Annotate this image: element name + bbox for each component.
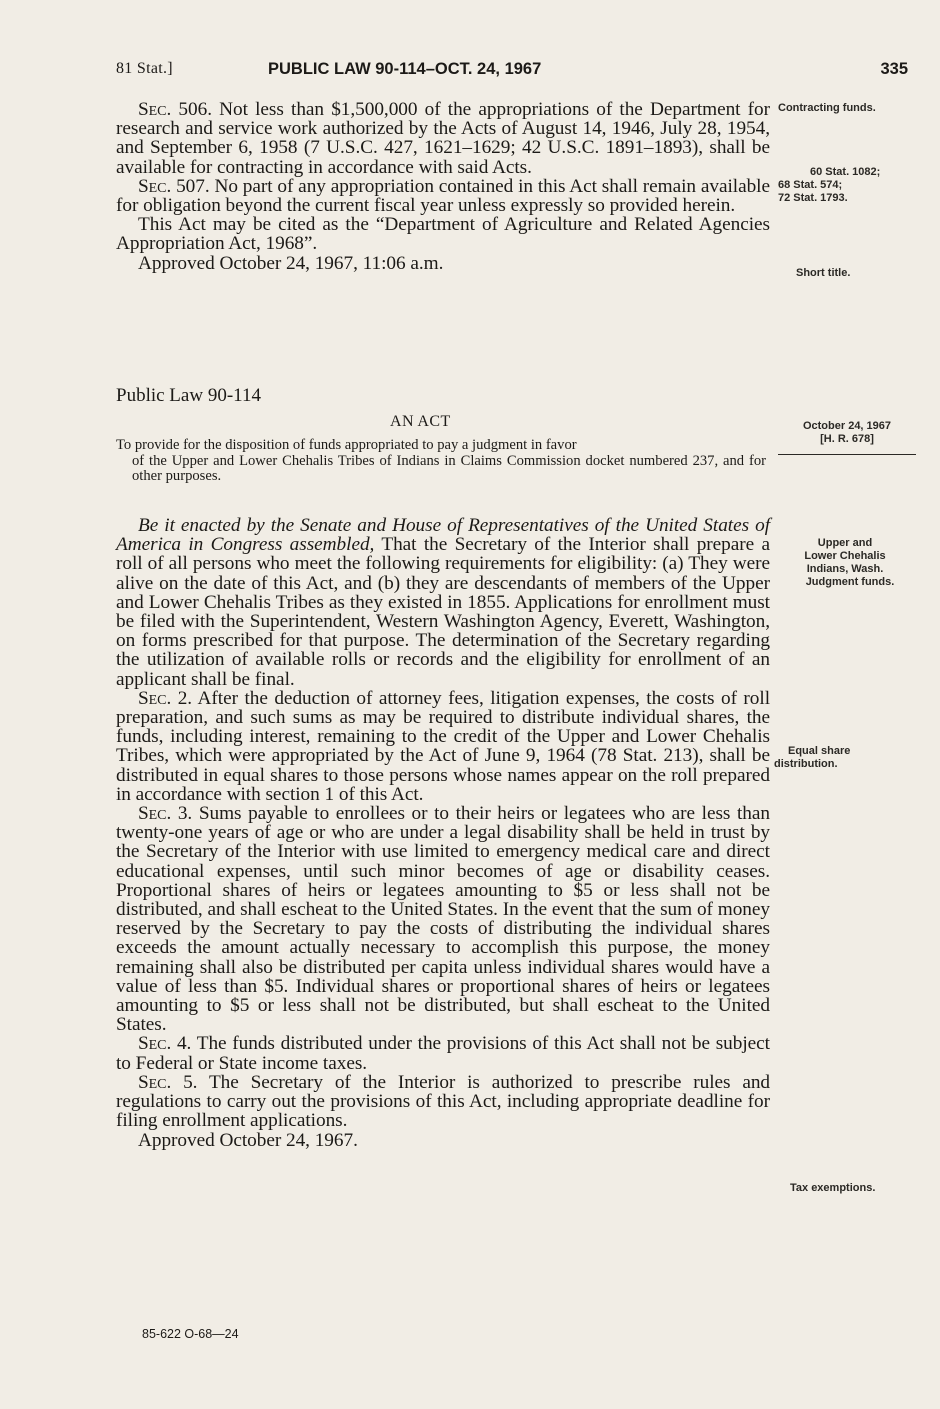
act-purpose — [116, 438, 766, 485]
margin-note-stat-references — [778, 166, 918, 205]
section-3 — [116, 804, 770, 1034]
chehalis-line-3: Indians, Wash. — [806, 563, 884, 575]
section-507 — [116, 177, 770, 215]
public-law-heading: Public Law 90-114 — [116, 385, 261, 406]
chehalis-line-4: Judgment funds. — [805, 576, 895, 588]
act-purpose-line-2: of the Upper and Lower Chehalis Tribes of Indians in Claims Commission docket numbered 237, and for other purposes. — [132, 452, 766, 485]
prior-act-conclusion — [116, 100, 770, 273]
section-5-label: Sec. 5. — [138, 1071, 198, 1093]
section-5 — [116, 1073, 770, 1131]
margin-note-tax-exemptions: Tax exemptions. — [790, 1182, 876, 1194]
equal-share-line-1: Equal share — [788, 745, 851, 757]
stat-ref-1: 60 Stat. 1082; — [810, 166, 881, 178]
an-act-heading: AN ACT — [390, 413, 451, 430]
section-507-label: Sec. 507. — [138, 175, 210, 197]
margin-rule — [778, 454, 916, 455]
section-3-label: Sec. 3. — [138, 803, 193, 825]
enacting-formula: Be it enacted by the Senate and House of Representatives of the United States of America in Congress assembled, — [116, 515, 770, 556]
approval-date: October 24, 1967 — [802, 420, 892, 432]
stat-ref-2: 68 Stat. 574; — [778, 179, 843, 191]
act-purpose-line-1: To provide for the disposition of funds appropriated to pay a judgment in favor — [116, 437, 577, 453]
margin-note-chehalis — [770, 537, 920, 589]
margin-note-date — [778, 420, 916, 446]
margin-note-equal-share — [774, 745, 928, 771]
enacting-clause — [116, 516, 770, 689]
section-2 — [116, 689, 770, 804]
running-header-title: PUBLIC LAW 90-114–OCT. 24, 1967 — [268, 60, 542, 78]
section-1-text: That the Secretary of the Interior shall prepare a roll of all persons who meet the following requirements for eligibility: (a) They were alive on the date of this Act, and (b) they are descendants of members of the Upper and Lower Chehalis Tribes as they existed in 1855. Applications for enrollment must be filed with the Superintendent, Western Washington Agency, Everett, Washington, on forms prescribed for that purpose. The determination of the Secretary regarding the utilization of available rolls or records and the eligibility for enrollment of an applicant shall be final. — [116, 534, 771, 690]
approval-line-2: Approved October 24, 1967. — [138, 1129, 358, 1151]
page-number: 335 — [880, 60, 908, 78]
short-title-citation: This Act may be cited as the “Department of Agriculture and Related Agencies Appropriation Act, 1968”. — [116, 214, 770, 255]
section-2-label: Sec. 2. — [138, 687, 193, 709]
running-header-stat: 81 Stat.] — [116, 60, 173, 77]
stat-ref-3: 72 Stat. 1793. — [778, 192, 848, 204]
section-507-text: No part of any appropriation contained in this Act shall remain available for obligation beyond the current fiscal year unless expressly so provided herein. — [116, 175, 770, 217]
section-506-text: Not less than $1,500,000 of the appropriations of the Department for research and service work authorized by the Acts of August 14, 1946, July 28, 1954, and September 6, 1958 (7 U.S.C. 427, 1621–1629; 42 U.S.C. 1891–1893), shall be available for contracting in accordance with said Acts. — [116, 99, 770, 178]
margin-note-contracting-funds: Contracting funds. — [778, 102, 876, 114]
section-506-label: Sec. 506. — [138, 99, 212, 120]
section-4-text: The funds distributed under the provisions of this Act shall not be subject to Federal or State income taxes. — [116, 1033, 770, 1074]
approval-line-1: Approved October 24, 1967, 11:06 a.m. — [138, 252, 444, 274]
bill-number: [H. R. 678] — [820, 433, 874, 445]
section-5-text: The Secretary of the Interior is authorized to prescribe rules and regulations to carry out the provisions of this Act, including appropriate deadline for filing enrollment applications. — [116, 1071, 771, 1132]
print-code-footer: 85-622 O-68—24 — [142, 1327, 239, 1341]
section-4 — [116, 1034, 770, 1072]
section-2-text: After the deduction of attorney fees, litigation expenses, the costs of roll preparation, and such sums as may be required to distribute individual shares, the funds, including interest, remaining to the credit of the Upper and Lower Chehalis Tribes, which were appropriated by the Act of June 9, 1964 (78 Stat. 213), shall be distributed in equal shares to those persons whose names appear on the roll prepared in accordance with section 1 of this Act. — [116, 687, 770, 805]
act-body — [116, 516, 770, 1150]
chehalis-line-2: Lower Chehalis — [804, 550, 886, 562]
section-4-label: Sec. 4. — [138, 1033, 192, 1055]
section-3-text: Sums payable to enrollees or to their heirs or legatees who are less than twenty-one years of age or who are under a legal disability shall be held in trust by the Secretary of the Interior with use limited to emergency medical care and direct educational expenses, until such minor becomes of age or disability ceases. Proportional shares of heirs or legatees amounting to $5 or less shall not be distributed, and shall escheat to the United States. In the event that the sum of money reserved by the Secretary to pay the costs of distributing the individual shares exceeds the amount actually necessary to accomplish this purpose, the money remaining shall also be distributed per capita unless individual shares would have a value of less than $5. Individual shares or proportional shares of heirs or legatees amounting to $5 or less shall not be distributed, but shall escheat to the United States. — [116, 803, 770, 1036]
section-506 — [116, 100, 770, 177]
chehalis-line-1: Upper and — [817, 537, 873, 549]
margin-note-short-title: Short title. — [796, 267, 851, 279]
equal-share-line-2: distribution. — [774, 758, 838, 770]
